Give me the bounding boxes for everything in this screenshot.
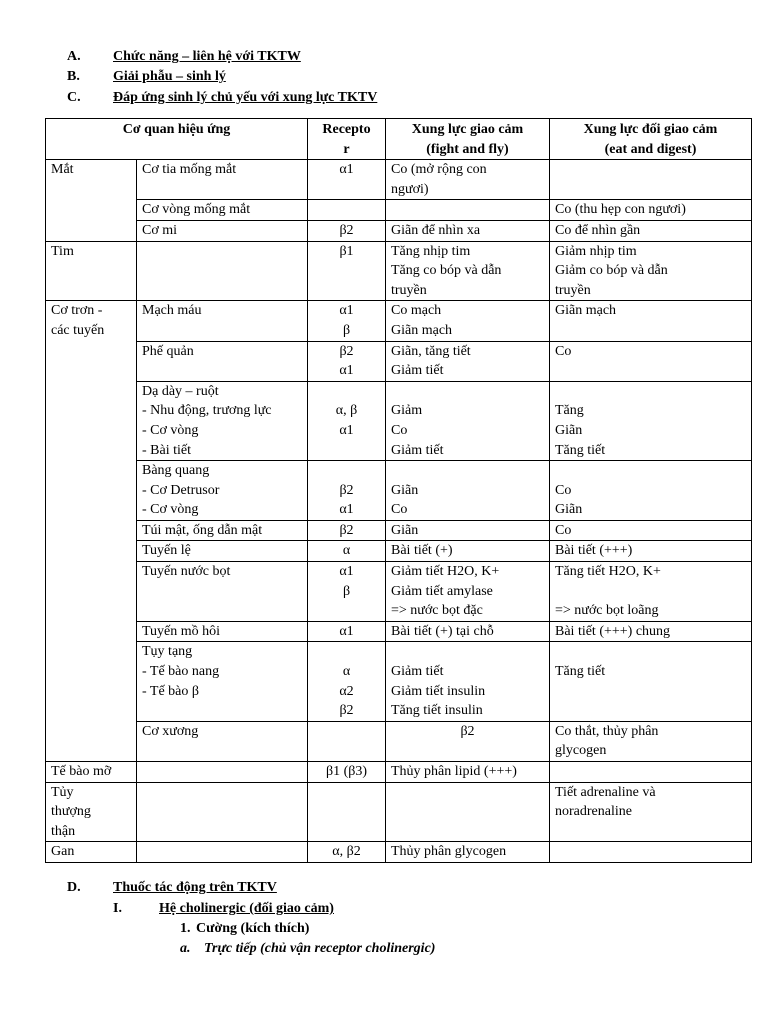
table-row: [46, 842, 752, 863]
cell-line: Bài tiết (+) tại chỗ: [391, 623, 494, 639]
organ-cell: [46, 241, 137, 301]
cell-line: Giãn mạch: [391, 322, 453, 338]
receptor-cell: [308, 520, 386, 541]
cell-line: Túi mật, ống dẫn mật: [142, 522, 263, 538]
table-row: [46, 381, 752, 460]
table-row: [46, 200, 752, 221]
sympathetic-cell: [386, 160, 550, 200]
cell-line: Dạ dày – ruột: [142, 383, 219, 399]
receptor-cell: [308, 220, 386, 241]
cell-line: [142, 762, 302, 782]
section-text: Trực tiếp (chủ vận receptor cholinergic): [204, 941, 436, 956]
cell-line: Cơ trơn -: [51, 303, 103, 319]
parasympathetic-cell: [550, 241, 752, 301]
cell-line: β2: [339, 703, 354, 719]
cell-line: β: [342, 322, 351, 338]
receptor-cell: [308, 200, 386, 221]
receptor-cell: [308, 461, 386, 521]
cell-line: các tuyến: [51, 322, 105, 338]
cell-line: [142, 783, 302, 803]
cell-line: Cơ xương: [142, 723, 199, 739]
section-d-i-1-a-heading: [180, 940, 435, 958]
cell-line: Giãn, tăng tiết: [391, 343, 471, 359]
cell-line: Giãn để nhìn xa: [391, 222, 481, 238]
cell-line: [313, 441, 380, 461]
receptor-cell: [308, 341, 386, 381]
table-row: [46, 220, 752, 241]
sub-organ-cell: [137, 341, 308, 381]
section-num: 1.: [180, 921, 191, 936]
sub-organ-cell: [137, 160, 308, 200]
cell-line: - Bài tiết: [142, 442, 191, 458]
sympathetic-cell: [386, 642, 550, 721]
section-text: Cường (kích thích): [196, 921, 310, 936]
section-num: a.: [180, 941, 191, 956]
cell-line: β2: [339, 222, 354, 238]
receptor-cell: [308, 621, 386, 642]
table-body: [46, 160, 752, 863]
header-receptor: Recepto r: [308, 119, 386, 160]
cell-line: - Cơ Detrusor: [142, 482, 220, 498]
receptor-cell: [308, 541, 386, 562]
cell-line: β: [342, 583, 351, 599]
cell-line: Tăng tiết insulin: [391, 703, 483, 719]
cell-line: Mắt: [51, 162, 74, 178]
cell-line: α1: [339, 303, 354, 319]
sub-organ-cell: [137, 301, 308, 341]
cell-line: Tăng co bóp và dẫn: [391, 263, 502, 279]
parasympathetic-cell: [550, 762, 752, 783]
cell-line: Co mạch: [391, 303, 442, 319]
sympathetic-cell: [386, 461, 550, 521]
sympathetic-cell: [550, 721, 752, 761]
cell-line: Tuyến nước bọt: [142, 564, 231, 580]
cell-line: Mạch máu: [142, 303, 202, 319]
header-sympathetic: Xung lực giao cảm (fight and fly): [386, 119, 550, 160]
cell-line: [555, 762, 746, 782]
cell-line: [391, 783, 544, 803]
cell-line: Tế bào mỡ: [51, 764, 112, 779]
cell-line: Thủy phân glycogen: [391, 844, 507, 860]
sub-organ-cell: [137, 381, 308, 460]
sub-organ-cell: [137, 642, 308, 721]
cell-line: [555, 582, 746, 602]
parasympathetic-cell: [550, 160, 752, 200]
cell-line: Tuyến mồ hôi: [142, 623, 221, 639]
parasympathetic-cell: [550, 782, 752, 842]
receptor-cell: [308, 381, 386, 460]
cell-line: Co (mở rộng con: [391, 162, 487, 178]
parasympathetic-cell: [550, 461, 752, 521]
cell-line: β2: [339, 343, 354, 359]
cell-line: [555, 701, 746, 721]
cell-line: Giảm tiết: [391, 664, 444, 680]
cell-line: [313, 601, 380, 621]
cell-line: Cơ tia mống mắt: [142, 162, 237, 178]
cell-line: Co: [555, 522, 572, 538]
cell-line: [313, 783, 380, 803]
cell-line: Co (thu hẹp con ngươi): [555, 202, 686, 218]
header-parasympathetic: Xung lực đối giao cảm (eat and digest): [550, 119, 752, 160]
sub-organ-cell: [137, 782, 308, 842]
sympathetic-cell: [386, 200, 550, 221]
parasympathetic-cell: [550, 341, 752, 381]
parasympathetic-cell: [550, 381, 752, 460]
cell-line: [391, 382, 544, 402]
parasympathetic-cell: [550, 621, 752, 642]
organ-cell: [46, 762, 137, 783]
cell-line: Tủy: [51, 784, 74, 800]
cell-line: - Cơ vòng: [142, 502, 199, 518]
table-row: [46, 461, 752, 521]
cell-line: Cơ mi: [142, 222, 178, 238]
cell-line: Giãn: [391, 522, 419, 538]
cell-line: [555, 160, 746, 180]
cell-line: noradrenaline: [555, 804, 632, 820]
cell-line: [555, 382, 746, 402]
cell-line: Bài tiết (+): [391, 543, 453, 559]
cell-line: Giãn mạch: [555, 303, 617, 319]
cell-line: α1: [339, 502, 354, 518]
cell-line: [555, 682, 746, 702]
cell-line: Thủy phân lipid (+++): [391, 764, 517, 779]
section-d-i-heading: [113, 900, 334, 918]
cell-line: Giảm tiết: [391, 442, 444, 458]
table-row: [46, 762, 752, 783]
sub-organ-cell: [137, 220, 308, 241]
cell-line: thận: [51, 823, 76, 839]
cell-line: [142, 701, 302, 721]
heading-text: Giải phẫu – sinh lý: [113, 69, 226, 84]
cell-line: Tăng tiết: [555, 442, 606, 458]
cell-line: β2: [460, 723, 475, 739]
section-d-heading: [67, 879, 277, 897]
cell-line: Tăng tiết H2O, K+: [555, 564, 661, 580]
parasympathetic-cell: [550, 301, 752, 341]
parasympathetic-cell: [550, 562, 752, 622]
cell-line: α1: [339, 162, 354, 178]
cell-line: Tuyến lệ: [142, 543, 191, 559]
cell-line: Giảm nhịp tim: [555, 243, 637, 259]
section-text: Thuốc tác động trên TKTV: [113, 880, 277, 895]
receptor-cell: [308, 642, 386, 721]
section-num: I.: [113, 901, 122, 916]
cell-line: α1: [339, 623, 354, 639]
cell-line: [391, 200, 544, 220]
cell-line: ngươi): [391, 181, 429, 197]
cell-line: Cơ vòng mống mắt: [142, 202, 251, 218]
table-row: [46, 241, 752, 301]
heading-c: [67, 89, 377, 107]
heading-b: [67, 68, 226, 86]
cell-line: Tiết adrenaline và: [555, 784, 656, 800]
sympathetic-cell: [386, 782, 550, 842]
cell-line: α, β: [335, 403, 358, 419]
heading-letter: B.: [67, 69, 80, 84]
cell-line: - Nhu động, trương lực: [142, 403, 272, 419]
cell-line: [313, 382, 380, 402]
receptor-cell: [308, 241, 386, 301]
table-row: [46, 160, 752, 200]
cell-line: [391, 642, 544, 662]
cell-line: α: [342, 664, 351, 680]
cell-line: [555, 642, 746, 662]
cell-line: Giảm co bóp và dẫn: [555, 263, 668, 279]
parasympathetic-cell: [550, 541, 752, 562]
table-row: [46, 621, 752, 642]
table-row: [46, 301, 752, 341]
sub-organ-cell: [137, 200, 308, 221]
cell-line: β1 (β3): [325, 764, 368, 779]
cell-line: Tụy tạng: [142, 644, 193, 660]
heading-text: Đáp ứng sinh lý chủ yếu với xung lực TKTV: [113, 90, 378, 105]
cell-line: α1: [339, 564, 354, 580]
sub-organ-cell: [137, 762, 308, 783]
receptor-cell: [308, 301, 386, 341]
table-row: [46, 541, 752, 562]
cell-line: Giảm tiết amylase: [391, 583, 493, 599]
sympathetic-cell: [386, 541, 550, 562]
heading-text: Chức năng – liên hệ với TKTW: [113, 49, 301, 64]
table-row: [46, 562, 752, 622]
sympathetic-cell: [386, 241, 550, 301]
cell-line: Phế quản: [142, 343, 194, 359]
cell-line: Co: [391, 422, 408, 438]
cell-line: Bài tiết (+++) chung: [555, 623, 671, 639]
sympathetic-cell: [386, 341, 550, 381]
organ-cell: [46, 782, 137, 842]
cell-line: [313, 461, 380, 481]
cell-line: β2: [339, 482, 354, 498]
sympathetic-cell: [386, 621, 550, 642]
cell-line: α1: [339, 363, 354, 379]
receptor-cell: [308, 562, 386, 622]
cell-line: - Tế bào nang: [142, 664, 220, 680]
cell-line: [313, 722, 380, 742]
cell-line: Tim: [51, 243, 74, 259]
parasympathetic-cell: [550, 200, 752, 221]
organ-cell: [46, 842, 137, 863]
cell-line: Tăng tiết: [555, 664, 606, 680]
table-row: [46, 341, 752, 381]
header-organ: Cơ quan hiệu ứng: [46, 119, 308, 160]
cell-line: - Tế bào β: [142, 683, 200, 699]
cell-line: truyền: [391, 282, 427, 298]
sympathetic-cell: [386, 762, 550, 783]
table-row: [46, 520, 752, 541]
parasympathetic-cell: [550, 220, 752, 241]
table-row: [46, 782, 752, 842]
cell-line: Bàng quang: [142, 463, 210, 479]
cell-line: [391, 461, 544, 481]
table-row: [46, 721, 752, 761]
sub-organ-cell: [137, 541, 308, 562]
cell-line: [313, 200, 380, 220]
receptor-cell: [308, 160, 386, 200]
sympathetic-cell: [386, 220, 550, 241]
sub-organ-cell: [137, 461, 308, 521]
cell-line: α2: [339, 683, 354, 699]
cell-line: glycogen: [555, 743, 607, 759]
receptor-cell: [308, 782, 386, 842]
cell-line: thượng: [51, 804, 91, 820]
cell-line: [142, 842, 302, 862]
cell-line: α1: [339, 422, 354, 438]
sympathetic-cell: [386, 842, 550, 863]
sub-organ-cell: [308, 721, 386, 761]
cell-line: Giãn: [555, 422, 583, 438]
cell-line: α: [342, 543, 351, 559]
cell-line: Tăng nhịp tim: [391, 243, 471, 259]
cell-line: β2: [339, 522, 354, 538]
sub-organ-cell: [137, 562, 308, 622]
heading-letter: A.: [67, 49, 81, 64]
sub-organ-cell: [137, 241, 308, 301]
sub-organ-cell: [137, 621, 308, 642]
cell-line: [142, 242, 302, 262]
cell-line: Giảm tiết insulin: [391, 683, 486, 699]
cell-line: [555, 842, 746, 862]
table-row: [46, 642, 752, 721]
sympathetic-cell: [386, 381, 550, 460]
receptor-cell: [308, 842, 386, 863]
heading-a: [67, 48, 301, 66]
sympathetic-cell: [386, 301, 550, 341]
parasympathetic-cell: [550, 842, 752, 863]
sub-organ-cell: [137, 520, 308, 541]
cell-line: Giãn: [391, 482, 419, 498]
organ-cell: [46, 160, 137, 241]
cell-line: Co: [555, 482, 572, 498]
section-d-i-1-heading: [180, 920, 309, 938]
receptor-cell: [308, 762, 386, 783]
cell-line: α, β2: [332, 844, 361, 860]
cell-line: Co thắt, thủy phân: [555, 723, 659, 739]
sympathetic-cell: [386, 520, 550, 541]
cell-line: Giảm: [391, 403, 423, 419]
sympathetic-cell: [386, 562, 550, 622]
section-text: Hệ cholinergic (đối giao cảm): [159, 901, 334, 916]
effector-response-table: [45, 118, 752, 863]
cell-line: Giãn: [555, 502, 583, 518]
cell-line: Giảm tiết: [391, 363, 444, 379]
cell-line: β1: [339, 243, 354, 259]
receptor-cell: [386, 721, 550, 761]
cell-line: Co để nhìn gần: [555, 222, 641, 238]
cell-line: [555, 461, 746, 481]
cell-line: Bài tiết (+++): [555, 543, 633, 559]
heading-letter: C.: [67, 90, 81, 105]
cell-line: Giảm tiết H2O, K+: [391, 564, 500, 580]
organ-cell: [137, 721, 308, 761]
organ-cell: [46, 301, 137, 762]
table-header-row: [46, 119, 752, 160]
cell-line: truyền: [555, 282, 591, 298]
parasympathetic-cell: [550, 642, 752, 721]
cell-line: - Cơ vòng: [142, 422, 199, 438]
cell-line: => nước bọt loãng: [555, 603, 659, 619]
cell-line: Co: [555, 343, 572, 359]
cell-line: [313, 642, 380, 662]
parasympathetic-cell: [550, 520, 752, 541]
cell-line: Co: [391, 502, 408, 518]
section-letter: D.: [67, 880, 81, 895]
cell-line: Gan: [51, 844, 75, 860]
cell-line: Tăng: [555, 403, 584, 419]
cell-line: => nước bọt đặc: [391, 603, 483, 619]
sub-organ-cell: [137, 842, 308, 863]
